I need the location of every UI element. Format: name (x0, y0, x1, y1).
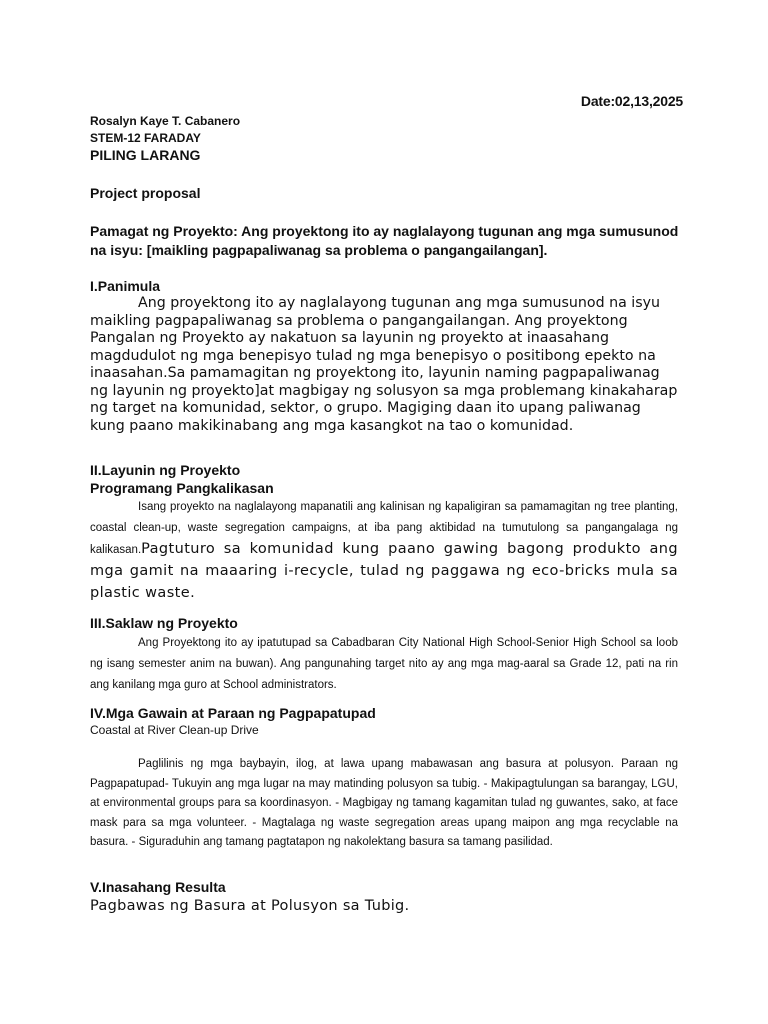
section-subheading-layunin: Programang Pangkalikasan (90, 480, 274, 496)
document-type: Project proposal (90, 185, 201, 201)
section-heading-layunin: II.Layunin ng Proyekto (90, 462, 241, 478)
section-heading-panimula: I.Panimula (90, 278, 161, 294)
section-body-panimula (90, 295, 680, 435)
section-heading-resulta: V.Inasahang Resulta (90, 879, 226, 895)
section-body-saklaw (90, 633, 678, 696)
subject-name: PILING LARANG (90, 147, 201, 163)
document-date: Date:02,13,2025 (580, 93, 683, 109)
section-heading-saklaw: III.Saklaw ng Proyekto (90, 615, 238, 631)
layunin-text-large: Pagtuturo sa komunidad kung paano gawing bagong produkto ang mga gamit na maaaring i-recycle, tulad ng paggawa ng eco-bricks mula sa plastic waste. (90, 541, 678, 601)
author-block (90, 113, 240, 147)
saklaw-text: Ang Proyektong ito ay ipatutupad sa Cabadbaran City National High School-Senior High School sa loob ng isang semester anim na buwan). Ang pangunahing target nito ay ang mga mag-aaral sa Grade 12, pati na rin ang kanilang mga guro at School administrators. (90, 637, 678, 691)
author-name: Rosalyn Kaye T. Cabanero (90, 114, 241, 128)
gawain-text: Paglilinis ng mga baybayin, ilog, at lawa upang mabawasan ang basura at polusyon. Paraan ng Pagpapatupad- Tukuyin ang mga lugar na may matinding polusyon sa tubig. - Makipagtulungan sa barangay, LGU, at environmental groups para sa koordinasyon. - Magbigay ng tamang kagamitan tulad ng guwantes, sako, at face mask para sa mga volunteer. - Magtalaga ng waste segregation areas upang maipon ang mga recyclable na basura. - Siguraduhin ang tamang pagtatapon ng nakolektang basura sa tamang pasilidad. (90, 758, 678, 848)
panimula-text: Ang proyektong ito ay naglalayong tugunan ang mga sumusunod na isyu maikling pagpapaliwanag sa problema o pangangailangan. Ang proyektong Pangalan ng Proyekto ay nakatuon sa layunin ng proyekto at inaasahang magdudulot ng mga benepisyo tulad ng mga benepisyo o positibong epekto na inaasahan.Sa pamamagitan ng proyektong ito, layunin naming pagpapaliwanag ng layunin ng proyekto]at magbigay ng solusyon sa mga problemang kinakaharap ng target na komunidad, sektor, o grupo. Magiging daan ito upang paliwanag kung paano makikinabang ang mga kasangkot na tao o komunidad. (90, 295, 678, 434)
section-body-gawain (90, 755, 678, 853)
section-body-resulta: Pagbawas ng Basura at Polusyon sa Tubig. (90, 898, 410, 914)
project-title: Pamagat ng Proyekto: Ang proyektong ito ay naglalayong tugunan ang mga sumusunod na isyu: [maikling pagpapaliwanag sa problema o pangangailangan]. (90, 223, 679, 258)
author-section: STEM-12 FARADAY (90, 131, 201, 145)
section-heading-gawain: IV.Mga Gawain at Paraan ng Pagpapatupad (90, 705, 376, 721)
section-body-layunin (90, 497, 678, 605)
layunin-text-small: Isang proyekto na naglalayong mapanatili ang kalinisan ng kapaligiran sa pamamagitan ng tree planting, coastal clean-up, waste segregation campaigns, at iba pang aktibidad na tumutulong sa pangangalaga ng kalikasan. (90, 501, 678, 556)
section-subheading-gawain: Coastal at River Clean-up Drive (90, 723, 259, 737)
